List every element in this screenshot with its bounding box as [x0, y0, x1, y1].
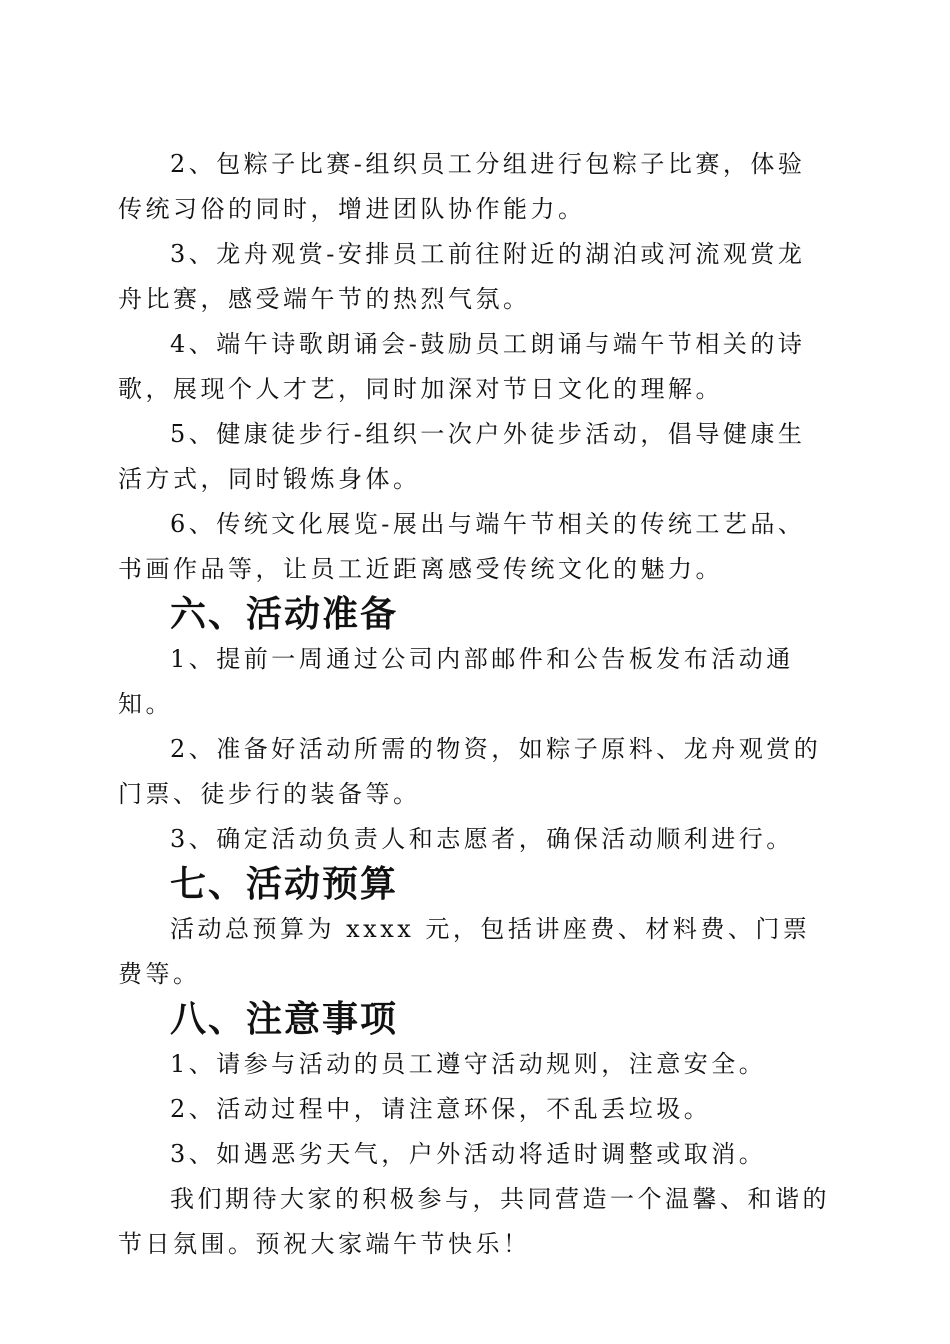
activity-item-2: 2、包粽子比赛-组织员工分组进行包粽子比赛，体验传统习俗的同时，增进团队协作能力。 — [118, 150, 806, 223]
section-heading-preparation: 六、活动准备 — [170, 594, 399, 635]
preparation-item-2: 2、准备好活动所需的物资，如粽子原料、龙舟观赏的门票、徒步行的装备等。 — [118, 735, 822, 808]
notes-item-2: 2、活动过程中，请注意环保，不乱丢垃圾。 — [170, 1095, 712, 1123]
activity-item-6: 6、传统文化展览-展出与端午节相关的传统工艺品、书画作品等，让员工近距离感受传统文化的魅力。 — [118, 510, 806, 583]
activity-item-4: 4、端午诗歌朗诵会-鼓励员工朗诵与端午节相关的诗歌，展现个人才艺，同时加深对节日文化的理解。 — [118, 330, 806, 403]
preparation-item-1: 1、提前一周通过公司内部邮件和公告板发布活动通知。 — [118, 645, 794, 718]
activity-item-5: 5、健康徒步行-组织一次户外徒步活动，倡导健康生活方式，同时锻炼身体。 — [118, 420, 806, 493]
budget-text: 活动总预算为 xxxx 元，包括讲座费、材料费、门票费等。 — [118, 915, 811, 988]
section-heading-notes: 八、注意事项 — [170, 999, 399, 1040]
section-heading-budget: 七、活动预算 — [170, 864, 399, 905]
notes-item-3: 3、如遇恶劣天气，户外活动将适时调整或取消。 — [170, 1140, 767, 1168]
notes-item-1: 1、请参与活动的员工遵守活动规则，注意安全。 — [170, 1050, 767, 1078]
preparation-item-3: 3、确定活动负责人和志愿者，确保活动顺利进行。 — [170, 825, 794, 853]
document-page — [118, 142, 830, 1267]
activity-item-3: 3、龙舟观赏-安排员工前往附近的湖泊或河流观赏龙舟比赛，感受端午节的热烈气氛。 — [118, 240, 806, 313]
closing-paragraph: 我们期待大家的积极参与，共同营造一个温馨、和谐的节日氛围。预祝大家端午节快乐！ — [118, 1185, 830, 1258]
